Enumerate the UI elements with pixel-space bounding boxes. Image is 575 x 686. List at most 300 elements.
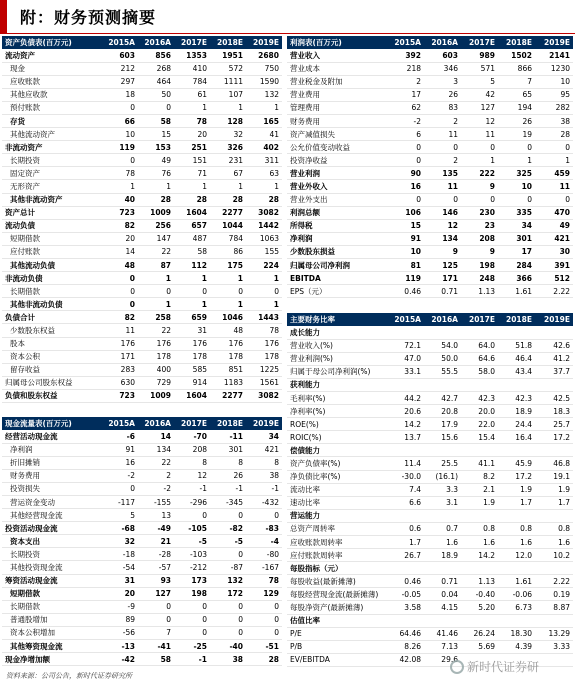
value-cell: 0.6 (387, 522, 424, 535)
value-cell: 49 (138, 154, 174, 167)
value-cell: 571 (461, 62, 498, 75)
value-cell (498, 509, 535, 522)
value-cell: 198 (174, 587, 210, 600)
value-cell: 55.5 (424, 365, 461, 378)
value-cell: 1561 (246, 376, 282, 389)
value-cell: 326 (210, 141, 246, 154)
table-row (287, 285, 573, 298)
year-column-header: 2019E (246, 417, 282, 430)
value-cell: 723 (102, 206, 138, 219)
row-label: P/B (287, 640, 387, 653)
value-cell (535, 562, 573, 575)
row-label: 其他流动资产 (2, 128, 102, 141)
value-cell: 28 (246, 193, 282, 206)
value-cell: -9 (102, 600, 138, 613)
value-cell: 58.0 (461, 365, 498, 378)
row-label: 非流动资产 (2, 141, 102, 154)
row-label: 其他投资现金流 (2, 561, 102, 574)
section-row (2, 272, 282, 285)
value-cell: 28 (535, 128, 573, 141)
value-cell: 1 (498, 154, 535, 167)
value-cell: 0 (174, 600, 210, 613)
value-cell: 1353 (174, 49, 210, 62)
value-cell: 0 (461, 141, 498, 154)
year-column-header: 2016A (138, 36, 174, 49)
value-cell: 459 (535, 167, 573, 180)
value-cell: 1 (210, 101, 246, 114)
table-row (2, 587, 282, 600)
row-label: 投资净收益 (287, 154, 387, 167)
value-cell: 5 (102, 509, 138, 522)
row-label: 净利率(%) (287, 405, 387, 418)
value-cell: 7 (498, 75, 535, 88)
value-cell: 42 (461, 88, 498, 101)
value-cell: 284 (498, 259, 535, 272)
value-cell: 1 (138, 272, 174, 285)
value-cell: -2 (138, 482, 174, 495)
value-cell: 16.4 (498, 431, 535, 444)
value-cell (424, 378, 461, 391)
value-cell: 0.7 (424, 522, 461, 535)
value-cell: 311 (246, 154, 282, 167)
table-row (2, 561, 282, 574)
value-cell: 603 (102, 49, 138, 62)
table-row (287, 405, 573, 418)
value-cell: 0 (246, 600, 282, 613)
value-cell: 25.7 (535, 418, 573, 431)
row-label: 非流动负债 (2, 272, 102, 285)
value-cell: 176 (210, 337, 246, 350)
value-cell: 1442 (246, 219, 282, 232)
value-cell: 38 (210, 653, 246, 666)
section-row (2, 653, 282, 666)
value-cell (387, 378, 424, 391)
value-cell: 22 (138, 456, 174, 469)
value-cell: 1951 (210, 49, 246, 62)
value-cell: 9 (424, 245, 461, 258)
table-row (287, 154, 573, 167)
value-cell: 1 (210, 180, 246, 193)
value-cell: 2680 (246, 49, 282, 62)
value-cell: 0 (424, 141, 461, 154)
value-cell: 26.7 (387, 549, 424, 562)
value-cell: 41.2 (535, 352, 573, 365)
row-label: 归属母公司净利润 (287, 259, 387, 272)
value-cell: 78 (174, 114, 210, 127)
row-label: 折旧摊销 (2, 456, 102, 469)
table-row (287, 601, 573, 614)
section-row (2, 49, 282, 62)
value-cell: 175 (210, 259, 246, 272)
table-row (2, 75, 282, 88)
value-cell: 1 (210, 272, 246, 285)
value-cell: 1.13 (461, 575, 498, 588)
value-cell: 58 (138, 114, 174, 127)
value-cell: 25.5 (424, 457, 461, 470)
row-label: P/E (287, 627, 387, 640)
table-row (2, 128, 282, 141)
watermark-logo-icon (450, 660, 464, 674)
value-cell: 0 (246, 626, 282, 639)
value-cell: 464 (138, 75, 174, 88)
year-column-header: 2015A (387, 36, 424, 49)
table-row (2, 324, 282, 337)
year-column-header: 2018E (210, 36, 246, 49)
value-cell: 26.24 (461, 627, 498, 640)
value-cell: 171 (102, 350, 138, 363)
row-label: 营业外收入 (287, 180, 387, 193)
value-cell: 42.7 (424, 391, 461, 404)
row-label: 短期借款 (2, 587, 102, 600)
section-row (287, 206, 573, 219)
row-label: 营业税金及附加 (287, 75, 387, 88)
value-cell: 26 (424, 88, 461, 101)
table-row (287, 588, 573, 601)
row-label: 营业成本 (287, 62, 387, 75)
value-cell: 82 (102, 219, 138, 232)
value-cell: 1009 (138, 389, 174, 402)
value-cell: 212 (102, 62, 138, 75)
section-row (287, 49, 573, 62)
table-row (287, 418, 573, 431)
value-cell: -56 (102, 626, 138, 639)
value-cell: -11 (210, 430, 246, 443)
value-cell: 178 (246, 350, 282, 363)
row-label: 归属母公司股东权益 (2, 376, 102, 389)
table-row (2, 259, 282, 272)
value-cell: 256 (138, 219, 174, 232)
value-cell: 20 (102, 587, 138, 600)
value-cell: 44.2 (387, 391, 424, 404)
row-label: 获利能力 (287, 378, 387, 391)
value-cell: 47.0 (387, 352, 424, 365)
value-cell: 11 (424, 180, 461, 193)
value-cell: 1230 (535, 62, 573, 75)
value-cell: 41 (246, 128, 282, 141)
value-cell: 0.8 (535, 522, 573, 535)
value-cell (461, 378, 498, 391)
value-cell: 18.9 (424, 549, 461, 562)
value-cell: 132 (210, 574, 246, 587)
table-row (287, 431, 573, 444)
value-cell: 50 (138, 88, 174, 101)
value-cell (461, 562, 498, 575)
value-cell: 6.6 (387, 496, 424, 509)
value-cell: 14.2 (387, 418, 424, 431)
row-label: 资本公积 (2, 350, 102, 363)
row-label: 其他经营现金流 (2, 509, 102, 522)
value-cell: 0.8 (461, 522, 498, 535)
value-cell: -1 (210, 482, 246, 495)
value-cell: 0 (210, 600, 246, 613)
value-cell: 1.9 (535, 483, 573, 496)
value-cell: 421 (246, 443, 282, 456)
value-cell: 119 (387, 272, 424, 285)
table-row (287, 114, 573, 127)
table-header-row (2, 36, 282, 49)
value-cell: 2 (424, 154, 461, 167)
value-cell (461, 326, 498, 339)
value-cell (424, 509, 461, 522)
value-cell: -2 (102, 469, 138, 482)
table-row (2, 245, 282, 258)
row-label: 利润总额 (287, 206, 387, 219)
value-cell: 43.4 (498, 365, 535, 378)
value-cell: 64.46 (387, 627, 424, 640)
value-cell: 16 (387, 180, 424, 193)
row-label: EV/EBITDA (287, 653, 387, 666)
table-row (287, 457, 573, 470)
value-cell: 1 (138, 298, 174, 311)
table-row (287, 627, 573, 640)
watermark (450, 658, 539, 675)
value-cell: -54 (102, 561, 138, 574)
value-cell: -83 (246, 522, 282, 535)
table-title: 现金流量表(百万元) (2, 417, 102, 430)
value-cell: 42.08 (387, 653, 424, 666)
value-cell: 1590 (246, 75, 282, 88)
row-label: 每股净资产(最新摊薄) (287, 601, 387, 614)
value-cell: 86 (210, 245, 246, 258)
value-cell: 78 (246, 324, 282, 337)
value-cell: 41.1 (461, 457, 498, 470)
value-cell: 1044 (210, 219, 246, 232)
table-row (2, 640, 282, 653)
value-cell: -40 (210, 640, 246, 653)
value-cell: 1.6 (535, 536, 573, 549)
value-cell: 76 (138, 167, 174, 180)
value-cell: 1443 (246, 311, 282, 324)
row-label: 负债合计 (2, 311, 102, 324)
row-label: 所得税 (287, 219, 387, 232)
row-label: 经营活动现金流 (2, 430, 102, 443)
value-cell: 78 (246, 574, 282, 587)
value-cell (424, 562, 461, 575)
value-cell: 146 (424, 206, 461, 219)
value-cell: 659 (174, 311, 210, 324)
table-row (2, 363, 282, 376)
row-label: 筹资活动现金流 (2, 574, 102, 587)
value-cell: 128 (210, 114, 246, 127)
value-cell: 42.6 (535, 339, 573, 352)
value-cell (498, 378, 535, 391)
value-cell: 1111 (210, 75, 246, 88)
value-cell: 153 (138, 141, 174, 154)
value-cell: 31 (174, 324, 210, 337)
row-label: 管理费用 (287, 101, 387, 114)
row-label: 固定资产 (2, 167, 102, 180)
value-cell (535, 444, 573, 457)
section-row (287, 562, 573, 575)
value-cell: 3.3 (424, 483, 461, 496)
row-label: 存货 (2, 114, 102, 127)
row-label: 负债和股东权益 (2, 389, 102, 402)
row-label: 其他筹资现金流 (2, 640, 102, 653)
value-cell: 22 (138, 245, 174, 258)
row-label: 少数股东损益 (287, 245, 387, 258)
value-cell: 421 (535, 232, 573, 245)
value-cell: 178 (210, 350, 246, 363)
value-cell (535, 326, 573, 339)
row-label: 估值比率 (287, 614, 387, 627)
table-row (287, 522, 573, 535)
value-cell: -80 (246, 548, 282, 561)
year-column-header: 2017E (174, 417, 210, 430)
value-cell: 3082 (246, 206, 282, 219)
row-label: 其他流动负债 (2, 259, 102, 272)
income-statement-table (287, 36, 573, 298)
value-cell (535, 378, 573, 391)
value-cell: 8 (174, 456, 210, 469)
value-cell: -0.40 (461, 588, 498, 601)
value-cell: 1 (174, 298, 210, 311)
value-cell: 2 (424, 114, 461, 127)
value-cell: 487 (174, 232, 210, 245)
value-cell: 64.0 (461, 339, 498, 352)
value-cell: 28 (246, 653, 282, 666)
value-cell: 9 (461, 245, 498, 258)
row-label: 长期投资 (2, 548, 102, 561)
table-row (287, 219, 573, 232)
value-cell: -296 (174, 495, 210, 508)
value-cell: 135 (424, 167, 461, 180)
value-cell: 127 (138, 587, 174, 600)
table-row (287, 391, 573, 404)
value-cell: 23 (461, 219, 498, 232)
section-row (287, 509, 573, 522)
row-label: 股本 (2, 337, 102, 350)
page-title: 附：财务预测摘要 (20, 8, 157, 27)
table-row (287, 640, 573, 653)
value-cell: 0 (138, 101, 174, 114)
value-cell (424, 444, 461, 457)
value-cell: 173 (174, 574, 210, 587)
value-cell: 470 (535, 206, 573, 219)
value-cell: 10 (535, 75, 573, 88)
value-cell: 1.9 (498, 483, 535, 496)
value-cell: 134 (424, 232, 461, 245)
value-cell: -5 (174, 535, 210, 548)
title-divider (0, 33, 575, 34)
value-cell: -13 (102, 640, 138, 653)
value-cell: 22 (138, 324, 174, 337)
table-row (2, 101, 282, 114)
value-cell: 6 (387, 128, 424, 141)
section-row (287, 326, 573, 339)
value-cell: -25 (174, 640, 210, 653)
value-cell: 851 (210, 363, 246, 376)
table-row (287, 483, 573, 496)
value-cell: 392 (387, 49, 424, 62)
value-cell: 1 (246, 298, 282, 311)
value-cell: 3082 (246, 389, 282, 402)
value-cell: 30 (535, 245, 573, 258)
table-row (2, 626, 282, 639)
value-cell: 366 (498, 272, 535, 285)
value-cell: 0.46 (387, 285, 424, 298)
value-cell: 1 (174, 272, 210, 285)
row-label: 每股经营现金流(最新摊薄) (287, 588, 387, 601)
value-cell: 15 (138, 128, 174, 141)
value-cell: 0.04 (424, 588, 461, 601)
year-column-header: 2017E (461, 313, 498, 326)
value-cell (461, 444, 498, 457)
value-cell: 1.7 (387, 536, 424, 549)
value-cell: 5.20 (461, 601, 498, 614)
value-cell: 38 (535, 114, 573, 127)
value-cell: 49 (535, 219, 573, 232)
value-cell: 11 (102, 324, 138, 337)
row-label: 偿债能力 (287, 444, 387, 457)
table-row (2, 88, 282, 101)
value-cell: 8 (246, 456, 282, 469)
value-cell: -87 (210, 561, 246, 574)
value-cell: 78 (102, 167, 138, 180)
value-cell: 19.1 (535, 470, 573, 483)
row-label: 营运能力 (287, 509, 387, 522)
value-cell: 248 (461, 272, 498, 285)
table-row (287, 128, 573, 141)
value-cell: 0 (461, 193, 498, 206)
value-cell: 1 (461, 154, 498, 167)
value-cell: 194 (498, 101, 535, 114)
value-cell: 268 (138, 62, 174, 75)
value-cell: 283 (102, 363, 138, 376)
row-label: 预付账款 (2, 101, 102, 114)
value-cell: 31 (102, 574, 138, 587)
value-cell: 13.7 (387, 431, 424, 444)
value-cell: -18 (102, 548, 138, 561)
row-label: 现金 (2, 62, 102, 75)
row-label: 资本公积增加 (2, 626, 102, 639)
value-cell: 208 (174, 443, 210, 456)
value-cell: 1.7 (535, 496, 573, 509)
year-column-header: 2017E (461, 36, 498, 49)
value-cell: 17 (387, 88, 424, 101)
value-cell: 176 (102, 337, 138, 350)
section-row (2, 311, 282, 324)
value-cell: 33.1 (387, 365, 424, 378)
value-cell: 2141 (535, 49, 573, 62)
value-cell: 0 (174, 509, 210, 522)
row-label: 每股收益(最新摊薄) (287, 575, 387, 588)
value-cell (387, 562, 424, 575)
year-column-header: 2016A (424, 313, 461, 326)
table-row (2, 495, 282, 508)
value-cell: 67 (210, 167, 246, 180)
value-cell: 784 (210, 232, 246, 245)
value-cell: 0 (102, 154, 138, 167)
value-cell: 1 (174, 101, 210, 114)
value-cell: 72.1 (387, 339, 424, 352)
row-label: 资产减值损失 (287, 128, 387, 141)
value-cell: 989 (461, 49, 498, 62)
row-label: 营业外支出 (287, 193, 387, 206)
section-row (2, 219, 282, 232)
value-cell: 198 (461, 259, 498, 272)
value-cell: 8.2 (461, 470, 498, 483)
value-cell: -167 (246, 561, 282, 574)
value-cell: 0.46 (387, 575, 424, 588)
value-cell: 127 (461, 101, 498, 114)
value-cell: 15 (387, 219, 424, 232)
value-cell: 32 (102, 535, 138, 548)
value-cell: 63 (246, 167, 282, 180)
year-column-header: 2018E (498, 313, 535, 326)
value-cell (535, 614, 573, 627)
table-row (287, 549, 573, 562)
table-header-row (2, 417, 282, 430)
